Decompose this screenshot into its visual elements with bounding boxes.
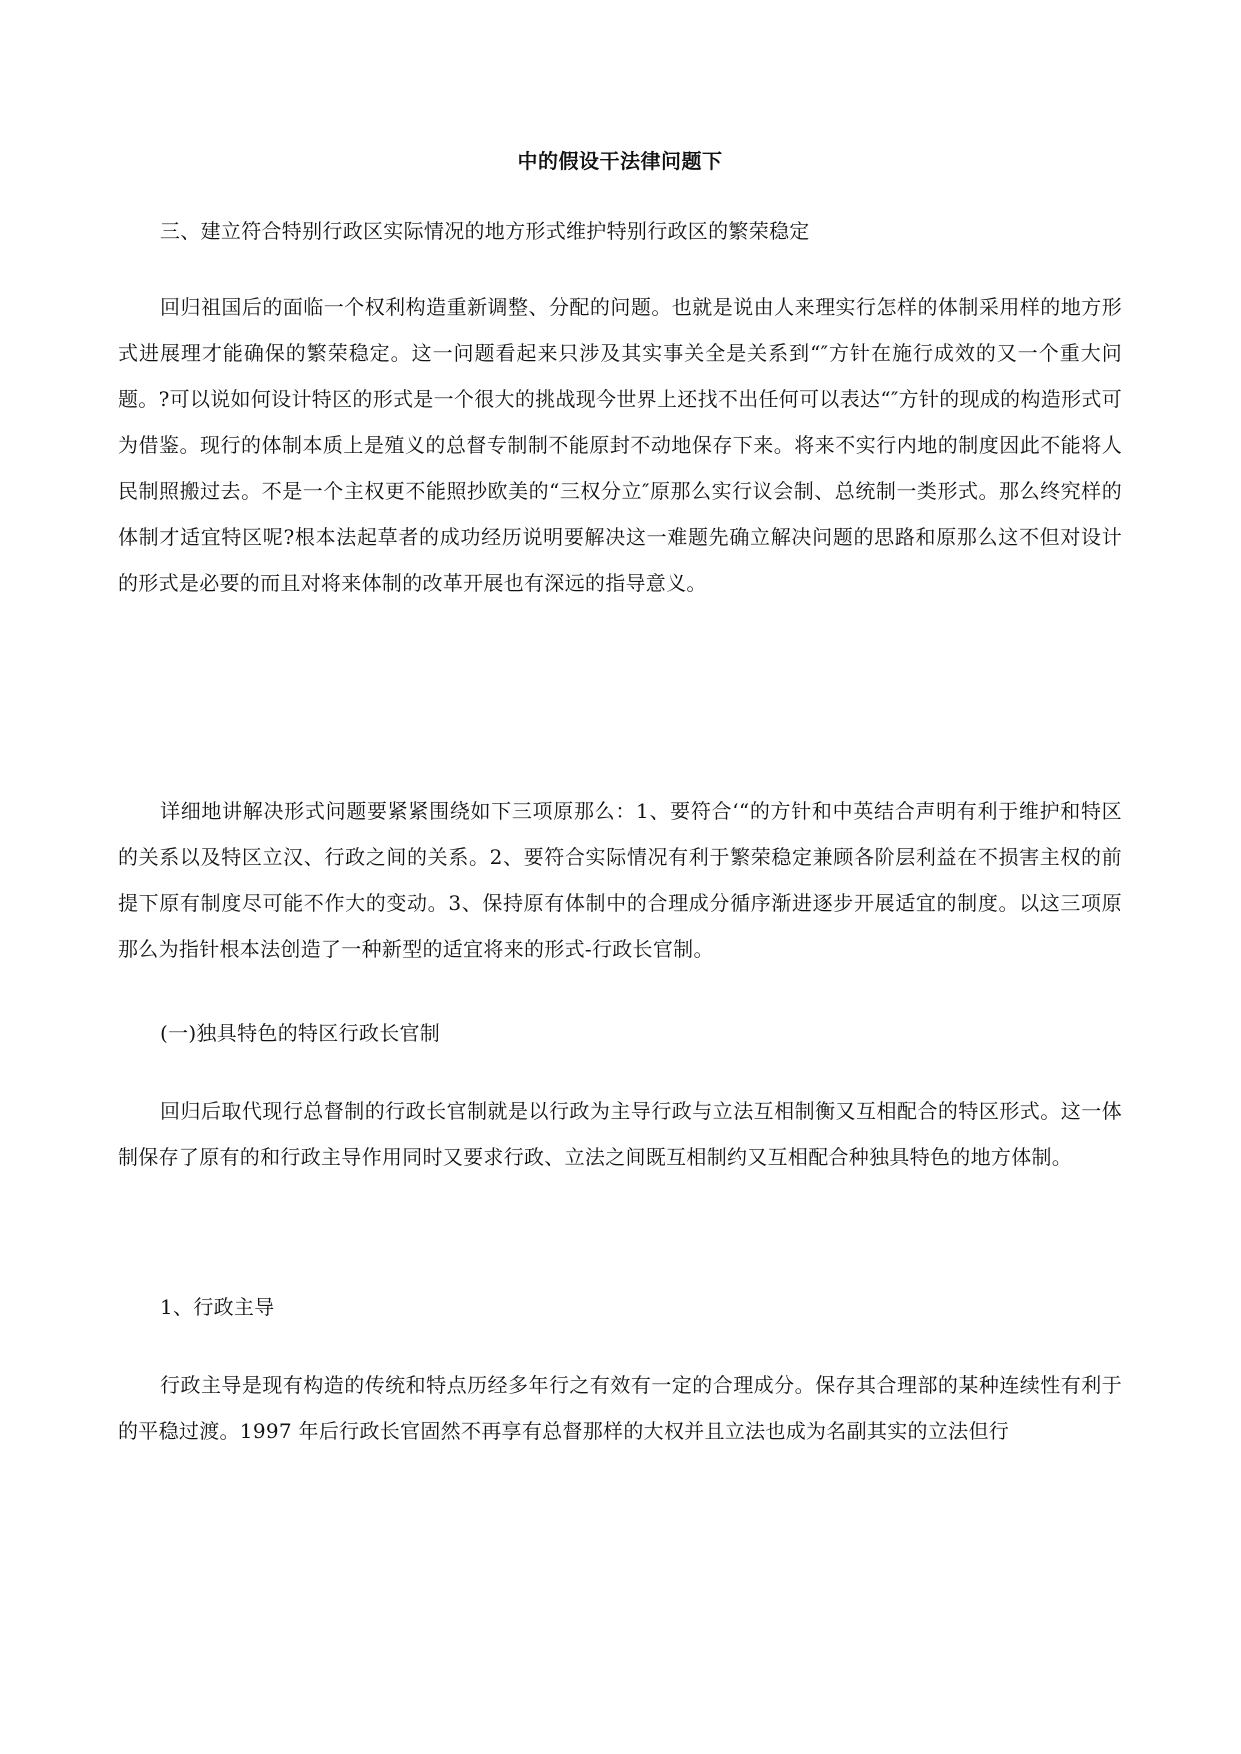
paragraph-2: 详细地讲解决形式问题要紧紧围绕如下三项原那么：1、要符合‘“的方针和中英结合声明有利于维护和特区的关系以及特区立汉、行政之间的关系。2、要符合实际情况有利于繁荣稳定兼顾各阶层利益在不损害主权的前提下原有制度尽可能不作大的变动。3、保持原有体制中的合理成分循序渐进逐步开展适宜的制度。以这三项原那么为指针根本法创造了一种新型的适宜将来的形式-行政长官制。	[118, 799, 1122, 961]
item-heading: 1、行政主导	[160, 1295, 275, 1319]
paragraph-1: 回归祖国后的面临一个权利构造重新调整、分配的问题。也就是说由人来理实行怎样的体制采用样的地方形式进展理才能确保的繁荣稳定。这一问题看起来只涉及其实事关全是关系到“″方针在施行成效的又一个重大问题。?可以说如何设计特区的形式是一个很大的挑战现今世界上还找不出任何可以表达“″方针的现成的构造形式可为借鉴。现行的体制本质上是殖义的总督专制制不能原封不动地保存下来。将来不实行内地的制度因此不能将人民制照搬过去。不是一个主权更不能照抄欧美的“三权分立″原那么实行议会制、总统制一类形式。那么终究样的体制才适宜特区呢?根本法起草者的成功经历说明要解决这一难题先确立解决问题的思路和原那么这不但对设计的形式是必要的而且对将来体制的改革开展也有深远的指导意义。	[118, 295, 1122, 595]
subsection-heading: (一)独具特色的特区行政长官制	[160, 1021, 441, 1045]
paragraph-4: 行政主导是现有构造的传统和特点历经多年行之有效有一定的合理成分。保存其合理部的某种连续性有利于的平稳过渡。1997 年后行政长官固然不再享有总督那样的大权并且立法也成为名副其实的立法但行	[118, 1373, 1122, 1443]
document-title: 中的假设干法律问题下	[517, 149, 723, 173]
section-heading: 三、建立符合特别行政区实际情况的地方形式维护特别行政区的繁荣稳定	[160, 219, 810, 243]
paragraph-3: 回归后取代现行总督制的行政长官制就是以行政为主导行政与立法互相制衡又互相配合的特区形式。这一体制保存了原有的和行政主导作用同时又要求行政、立法之间既互相制约又互相配合种独具特色的地方体制。	[118, 1099, 1122, 1169]
